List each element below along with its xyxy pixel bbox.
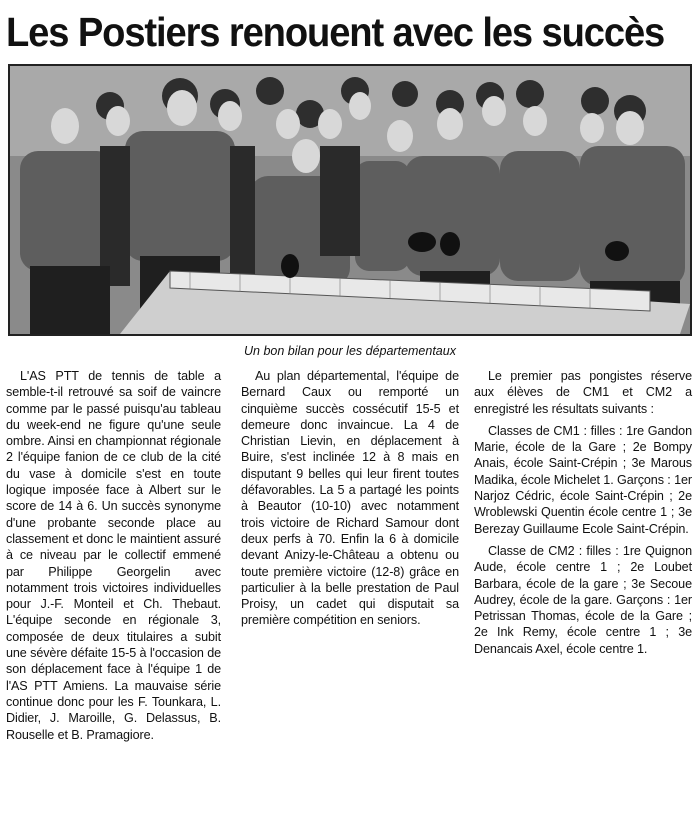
paragraph: Classes de CM1 : filles : 1re Gandon Marie, école de la Gare ; 2e Bompy Anais, école Saint-Crépin ; 3e Marous Madika, école Michelet 1. Garçons : 1er Narjoz Cédric, école Saint-Crépin ; 2e Wroblewski Quentin école centre 1 ; 3e Berezay Guillaume Ecole Saint-Crépin. [474, 423, 692, 536]
photo-caption: Un bon bilan pour les départementaux [244, 344, 456, 358]
paragraph: Classe de CM2 : filles : 1re Quignon Aude, école centre 1 ; 2e Loubet Barbara, école de la gare ; 3e Secoue Audrey, école de la gare. Garçons : 1er Petrissan Thomas, école de la Gare ; 2e Ink Remy, école centre 1 ; 3e Denancais Axel, école centre 1. [474, 543, 692, 656]
headline: Les Postiers renouent avec les succès [6, 9, 665, 55]
paragraph: L'AS PTT de tennis de table a semble-t-il retrouvé sa soif de vaincre comme par le passé puisqu'au tableau du week-end ne figure qu'une seule ombre. Ainsi en championnat régionale 2 l'équipe fanion de ce club de la cité du vase à domicile s'est en toute logique imposée face à Albert sur le score de 14 à 6. Un succès synonyme d'une probante seconde place au classement et donc le maintient assuré à ce niveau par le collectif emmené par Philippe Georgelin avec notamment trois victoires individuelles pour J.-F. Monteil et Ch. Thebaut. L'équipe seconde en régionale 3, composée de deux titulaires a subit une sévère défaite 15-5 à l'occasion de son déplacement face à l'équipe 1 de l'AS PTT Amiens. La mauvaise série continue donc pour les F. Tounkara, L. Didier, J. Maroille, G. Delassus, B. Rouselle et B. Pramagiore. [6, 369, 221, 742]
article-column-2 [241, 368, 459, 629]
article-column-1 [6, 368, 221, 743]
paragraph: Au plan départemental, l'équipe de Bernard Caux ou remporté un cinquième succès cossécutif 15-5 et demeure donc invaincue. La 4 de Christian Lievin, en déplacement à Buire, s'est inclinée 12 à 8 mais en disputant 9 belles qui leur firent toutes défavorables. La 5 a partagé les points à Beautor (10-10) avec notamment trois victoire de Richard Samour dont deux perfs à 70. Enfin la 6 à domicile devant Anizy-le-Château a obtenu ou toute première victoire (12-8) grâce en particulier à la belle prestation de Paul Proisy, un cadet qui disputait sa première compétition en seniors. [241, 369, 459, 628]
team-photo [8, 64, 692, 336]
paragraph: Le premier pas pongistes réserve aux élèves de CM1 et CM2 a enregistré les résultats suivants : [474, 369, 692, 416]
article-column-3 [474, 368, 692, 657]
